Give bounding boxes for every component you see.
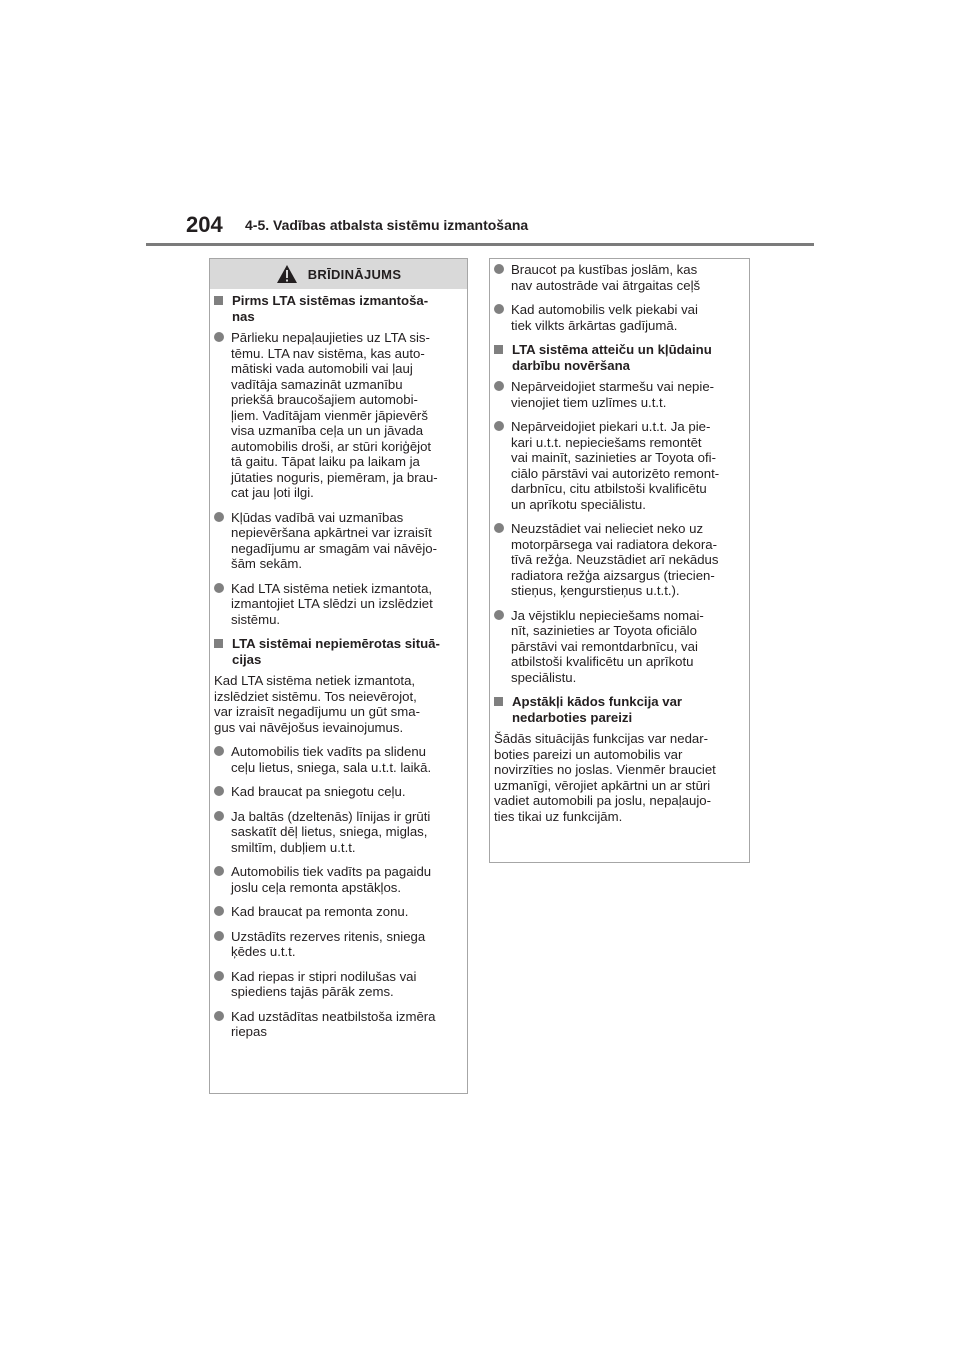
- bullet-text: Braucot pa kustības joslām, kas nav autostrāde vai ātrgaitas ceļš: [511, 262, 701, 293]
- circle-bullet-icon: [214, 583, 224, 593]
- circle-bullet-icon: [214, 746, 224, 756]
- bullet-text: Kad braucat pa remonta zonu.: [231, 904, 409, 919]
- bullet-text: Kad uzstādītas neatbilstoša izmēra riepas: [231, 1008, 436, 1039]
- circle-bullet-icon: [494, 523, 504, 533]
- circle-bullet-icon: [494, 610, 504, 620]
- square-bullet-icon: [214, 296, 223, 305]
- bullet-item: [214, 969, 461, 1000]
- circle-bullet-icon: [494, 421, 504, 431]
- bullet-text: Nepārveidojiet piekari u.t.t. Ja pie- kari u.t.t. nepieciešams remontēt vai mainīt, sazinieties ar Toyota ofi- ciālo pārstāvi vai autorizēto remont- darbnīcu, citu atbilstoši kvalificētu un aprīkotu speciālistu.: [511, 419, 720, 512]
- bullet-text: Kļūdas vadībā vai uzmanības nepievēršana apkārtnei var izraisīt negadījumu ar smagām vai nāvējo- šām sekām.: [231, 509, 437, 571]
- square-bullet-icon: [214, 639, 223, 648]
- bullet-item: [494, 419, 743, 512]
- body-paragraph: Šādās situācijās funkcijas var nedar- boties pareizi un automobilis var novirzīties no joslas. Vienmēr brauciet uzmanīgi, vērojiet apkārtni un ar stūri vadiet automobili pa joslu, nepaļaujo- ties tikai uz funkcijām.: [494, 731, 716, 824]
- bullet-text: Ja vējstiklu nepieciešams nomai- nīt, sazinieties ar Toyota oficiālo pārstāvi vai remontdarbnīcu, vai atbilstoši kvalificētu un aprīkotu speciālistu.: [511, 607, 704, 685]
- bullet-item: [494, 302, 743, 333]
- circle-bullet-icon: [214, 786, 224, 796]
- circle-bullet-icon: [214, 906, 224, 916]
- bullet-text: Kad automobilis velk piekabi vai tiek vilkts ārkārtas gadījumā.: [511, 302, 698, 333]
- bullet-text: Automobilis tiek vadīts pa slidenu ceļu lietus, sniega, sala u.t.t. laikā.: [231, 744, 432, 775]
- bullet-item: [214, 809, 461, 856]
- circle-bullet-icon: [214, 866, 224, 876]
- bullet-item: [214, 784, 461, 800]
- warning-triangle-icon: [276, 264, 298, 284]
- bullet-item: [214, 330, 461, 501]
- section-heading: [494, 342, 743, 373]
- circle-bullet-icon: [214, 512, 224, 522]
- page-number: 204: [186, 212, 223, 237]
- bullet-item: [214, 581, 461, 628]
- circle-bullet-icon: [494, 264, 504, 274]
- bullet-text: Automobilis tiek vadīts pa pagaidu joslu ceļa remonta apstākļos.: [231, 864, 432, 895]
- header-rule: [146, 243, 814, 246]
- bullet-item: [214, 904, 461, 920]
- warning-title: BRĪDINĀJUMS: [307, 266, 402, 282]
- bullet-item: [214, 744, 461, 775]
- bullet-item: [214, 1009, 461, 1040]
- bullet-item: [214, 929, 461, 960]
- heading-text: Apstākļi kādos funkcija var nedarboties pareizi: [512, 694, 683, 725]
- bullet-item: [214, 510, 461, 572]
- bullet-item: [494, 379, 743, 410]
- bullet-item: [214, 864, 461, 895]
- bullet-item: [494, 521, 743, 599]
- heading-text: LTA sistēma atteiču un kļūdainu darbību novēršana: [512, 342, 712, 373]
- bullet-item: [494, 608, 743, 686]
- bullet-text: Kad LTA sistēma netiek izmantota, izmantojiet LTA slēdzi un izslēdziet sistēmu.: [231, 580, 433, 627]
- circle-bullet-icon: [214, 931, 224, 941]
- bullet-text: Uzstādīts rezerves ritenis, sniega ķēdes u.t.t.: [231, 928, 426, 959]
- circle-bullet-icon: [214, 332, 224, 342]
- bullet-text: Neuzstādiet vai nelieciet neko uz motorpārsega vai radiatora dekora- tīvā režģa. Neuzstādiet arī nekādus radiatora režģa aizsargus (triecien- stieņus, ķengurstieņus u.t.t.).: [511, 521, 719, 598]
- square-bullet-icon: [494, 697, 503, 706]
- body-paragraph: Kad LTA sistēma netiek izmantota, izslēdziet sistēmu. Tos neievērojot, var izraisīt negadījumu un gūt sma- gus vai nāvējošus ievainojumus.: [214, 673, 420, 735]
- bullet-text: Kad riepas ir stipri nodilušas vai spiediens tajās pārāk zems.: [231, 968, 417, 999]
- warning-header: [210, 259, 467, 289]
- section-heading: [494, 694, 743, 725]
- bullet-text: Kad braucat pa sniegotu ceļu.: [231, 784, 406, 799]
- warning-box-right: [489, 258, 750, 863]
- heading-text: Pirms LTA sistēmas izmantoša- nas: [232, 293, 429, 324]
- circle-bullet-icon: [214, 811, 224, 821]
- circle-bullet-icon: [494, 381, 504, 391]
- square-bullet-icon: [494, 345, 503, 354]
- circle-bullet-icon: [214, 1011, 224, 1021]
- circle-bullet-icon: [494, 304, 504, 314]
- section-heading: [214, 293, 461, 324]
- bullet-text: Ja baltās (dzeltenās) līnijas ir grūti saskatīt dēļ lietus, sniega, miglas, smiltīm, dubļiem u.t.t.: [231, 808, 431, 855]
- section-title: 4-5. Vadības atbalsta sistēmu izmantošana: [245, 217, 529, 233]
- bullet-item: [494, 262, 743, 293]
- bullet-text: Pārlieku nepaļaujieties uz LTA sis- tēmu. LTA nav sistēma, kas auto- mātiski vada automobili vai ļauj vadītāja samazināt uzmanību priekšā braucošajiem automobi- ļiem. Vadītājam vienmēr jāpievērš visa uzmanība ceļa un un jāvada automobilis droši, ar stūri koriģējot tā gaitu. Tāpat laiku pa laikam ja jūtaties noguris, piemēram, ja brau- cat jau ļoti ilgi.: [231, 330, 438, 500]
- heading-text: LTA sistēmai nepiemērotas situā- cijas: [232, 636, 440, 667]
- bullet-text: Nepārveidojiet starmešu vai nepie- vienojiet tiem uzlīmes u.t.t.: [511, 379, 715, 410]
- warning-body-left: [210, 289, 467, 1040]
- section-heading: [214, 636, 461, 667]
- warning-box-left: [209, 258, 468, 1094]
- warning-body-right: [490, 259, 749, 824]
- circle-bullet-icon: [214, 971, 224, 981]
